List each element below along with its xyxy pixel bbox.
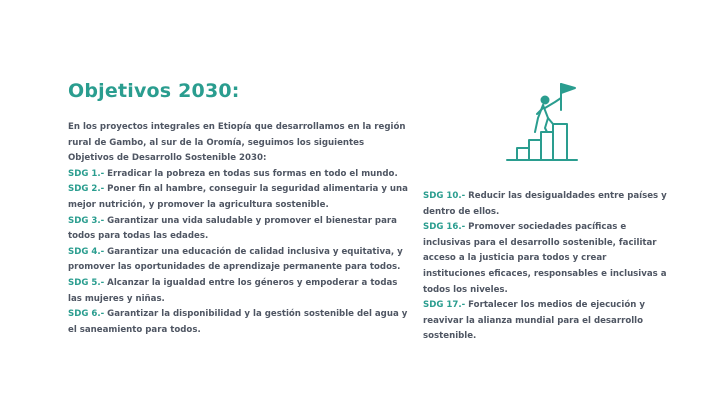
goal-item <box>68 214 408 245</box>
goal-text: Garantizar una vida saludable y promover el bienestar para todos para todas las edades. <box>68 215 397 242</box>
goal-text: Fortalecer los medios de ejecución y reavivar la alianza mundial para el desarrollo sostenible. <box>423 300 645 342</box>
goal-label: SDG 2.- <box>68 184 105 195</box>
goal-label: SDG 6.- <box>68 309 105 320</box>
goal-label: SDG 1.- <box>68 168 105 179</box>
goal-label: SDG 3.- <box>68 215 105 226</box>
page-title: Objetivos 2030: <box>68 80 240 102</box>
goal-text: Poner fin al hambre, conseguir la seguridad alimentaria y una mejor nutrición, y promover la agricultura sostenible. <box>68 184 408 210</box>
left-column <box>68 120 408 338</box>
goal-item <box>68 167 408 183</box>
goal-text: Reducir las desigualdades entre países y dentro de ellos. <box>423 191 667 217</box>
goal-label: SDG 4.- <box>68 246 105 257</box>
goal-item <box>423 189 668 220</box>
goal-item <box>68 307 408 338</box>
goal-label: SDG 10.- <box>423 191 466 201</box>
goal-label: SDG 5.- <box>68 277 105 288</box>
goal-text: Promover sociedades pacíficas e inclusivas para el desarrollo sostenible, facilitar acceso a la justicia para todos y crear instituciones eficaces, responsables e inclusivas a todos los niveles. <box>423 222 667 295</box>
goal-text: Garantizar la disponibilidad y la gestión sostenible del agua y el saneamiento para todos. <box>68 309 408 335</box>
goal-label: SDG 17.- <box>423 300 466 311</box>
goal-text: Alcanzar la igualdad entre los géneros y empoderar a todas las mujeres y niñas. <box>68 277 398 304</box>
intro-paragraph: En los proyectos integrales en Etiopía que desarrollamos en la región rural de Gambo, al sur de la Oromía, seguimos los siguientes Objetivos de Desarrollo Sostenible 2030: <box>68 122 406 164</box>
goal-item <box>423 298 668 345</box>
goal-item <box>68 276 408 307</box>
person-climbing-stairs-with-flag-icon <box>505 80 579 164</box>
right-column <box>423 189 668 345</box>
goal-text: Garantizar una educación de calidad inclusiva y equitativa, y promover las oportunidades de aprendizaje permanente para todos. <box>68 246 403 273</box>
goal-item <box>68 182 408 213</box>
goal-label: SDG 16.- <box>423 222 466 233</box>
goal-item <box>423 220 668 298</box>
goal-text: Erradicar la pobreza en todas sus formas en todo el mundo. <box>104 168 398 179</box>
goal-item <box>68 245 408 276</box>
